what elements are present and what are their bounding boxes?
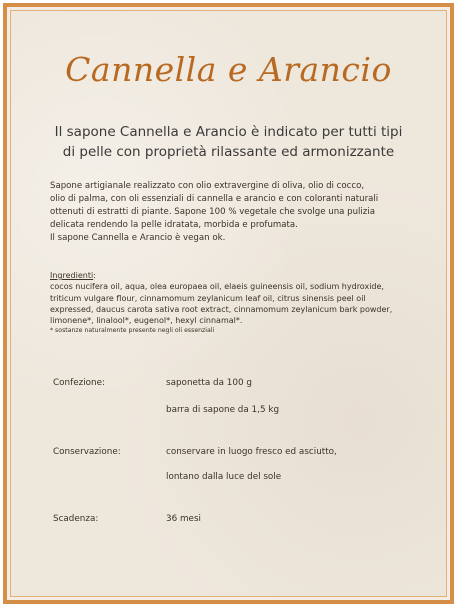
scadenza-label: Scadenza: — [53, 514, 99, 524]
ingredients-section — [50, 270, 433, 336]
description-line: delicata rendendo la pelle idratata, morbida e profumata. — [50, 220, 298, 230]
ingredients-footnote: * sostanze naturalmente presente negli oli essenziali — [50, 327, 215, 335]
ingredients-heading: Ingredienti: — [50, 271, 96, 280]
product-title: Cannella e Arancio — [65, 50, 392, 89]
ingredients-line: cocos nucifera oil, aqua, olea europaea oil, elaeis guineensis oil, sodium hydroxide, — [50, 282, 384, 292]
description-line: Il sapone Cannella e Arancio è vegan ok. — [50, 233, 226, 243]
ingredients-line: limonene*, linalool*, eugenol*, hexyl cinnamal*. — [50, 316, 243, 326]
ingredients-line: triticum vulgare flour, cinnamomum zeylanicum leaf oil, citrus sinensis peel oil — [50, 293, 366, 303]
ingredients-line: expressed, daucus carota sativa root extract, cinnamomum zeylanicum bark powder, — [50, 304, 393, 314]
description-line: Sapone artigianale realizzato con olio extravergine di oliva, olio di cocco, — [50, 181, 365, 191]
description-line: ottenuti di estratti di piante. Sapone 100 % vegetale che svolge una pulizia — [50, 207, 375, 217]
conservazione-value-2: lontano dalla luce del sole — [166, 472, 282, 482]
scadenza-value: 36 mesi — [166, 514, 201, 524]
product-description — [50, 180, 431, 245]
confezione-value-1: saponetta da 100 g — [166, 378, 252, 388]
subtitle-line-1: Il sapone Cannella e Arancio è indicato per tutti tipi — [54, 124, 403, 140]
description-line: olio di palma, con oli essenziali di cannella e arancio e con coloranti naturali — [50, 194, 379, 204]
confezione-value-2: barra di sapone da 1,5 kg — [166, 405, 280, 415]
ingredients-label: Ingredienti — [50, 271, 94, 280]
product-subtitle — [30, 122, 427, 162]
conservazione-value-1: conservare in luogo fresco ed asciutto, — [166, 447, 337, 457]
confezione-label: Confezione: — [53, 378, 106, 388]
subtitle-line-2: di pelle con proprietà rilassante ed armonizzante — [62, 144, 395, 160]
conservazione-label: Conservazione: — [53, 447, 121, 457]
